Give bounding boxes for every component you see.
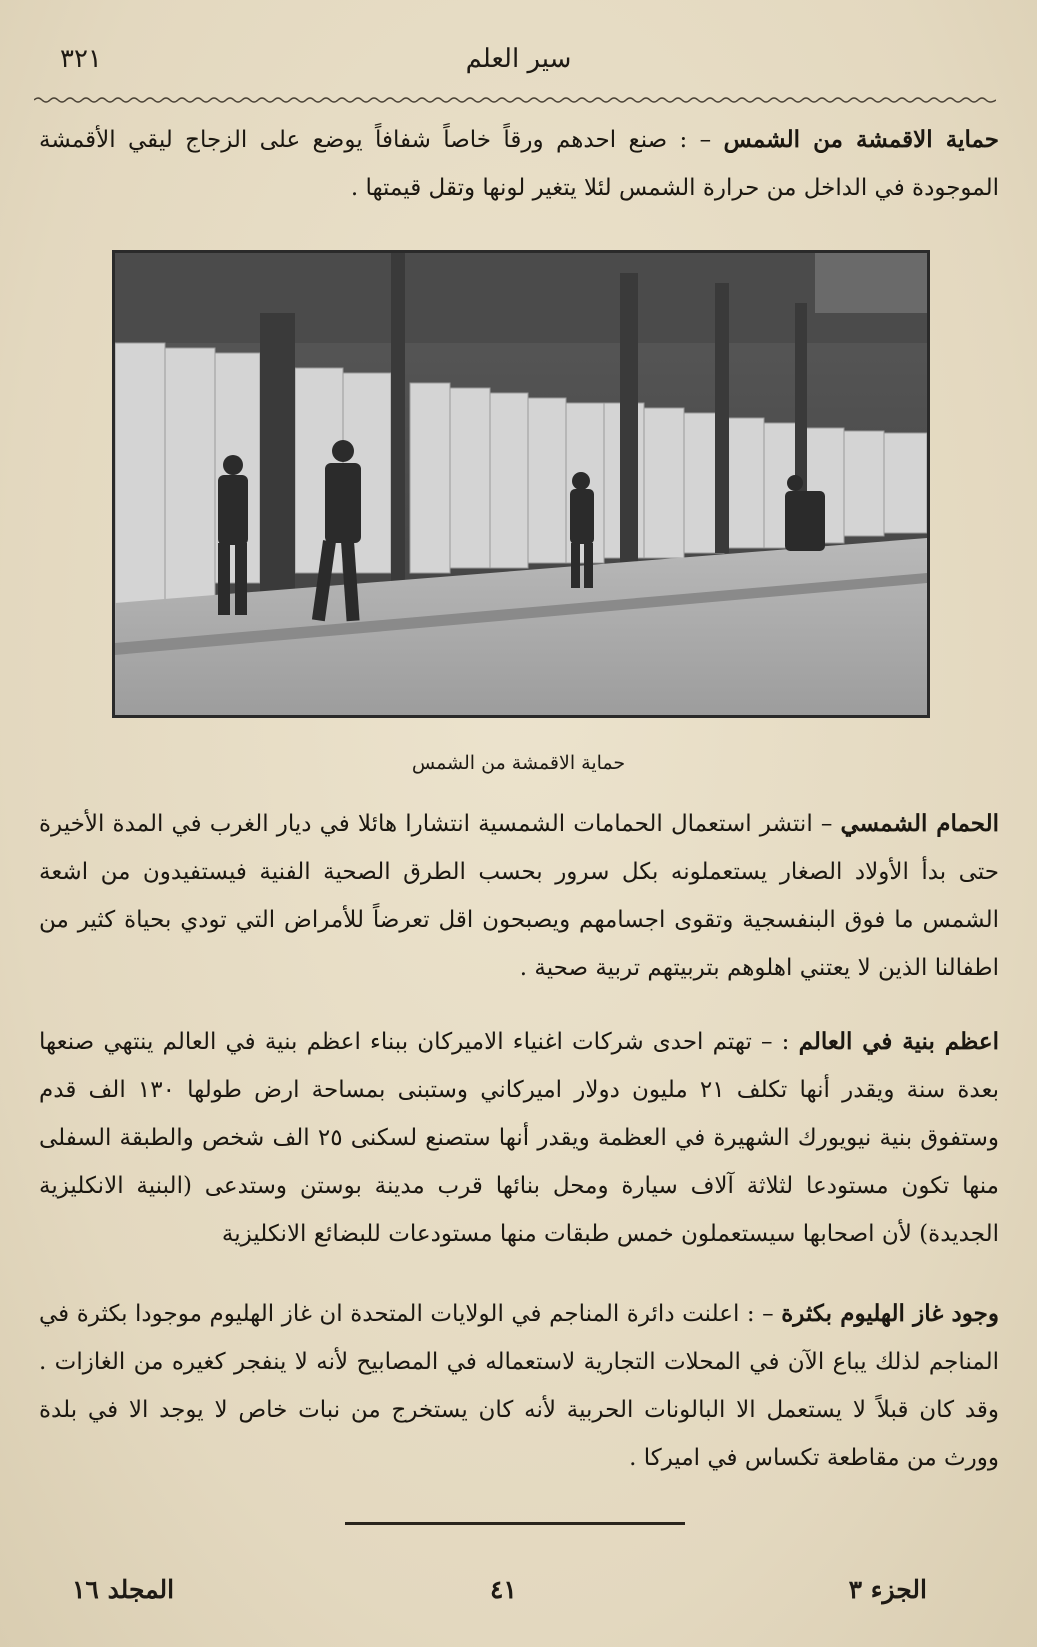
footer-rule — [345, 1522, 685, 1525]
article-body: : – تهتم احدى شركات اغنياء الاميركان ببناء اعظم بنية في العالم ينتهي صنعها بعدة سنة ويقدر أنها تكلف ٢١ مليون دولار اميركاني وستبنى بمساحة ارض طولها ١٣٠ الف قدم وستفوق بنية نيويورك الشهيرة في العظمة ويقدر أنها ستصنع لسكنى ٢٥ الف شخص والطبقة السفلى منها تكون مستودعا لثلاثة آلاف سيارة ومحل بنائها قرب مدينة بوستن وستدعى (البنية الانكليزية الجديدة) لأن اصحابها سيستعملون خمس طبقات منها مستودعات للبضائع الانكليزية — [39, 1029, 999, 1247]
article-fabric-protection — [39, 116, 999, 212]
article-greatest-building — [39, 1018, 999, 1258]
photo-caption: حماية الاقمشة من الشمس — [411, 752, 626, 774]
article-body: – : اعلنت دائرة المناجم في الولايات المتحدة ان غاز الهليوم موجودا بكثرة في المناجم لذلك يباع الآن في المحلات التجارية لاستعماله في المصابيح لأنه لا ينفجر كغيره من الغازات . وقد كان قبلاً لا يستعمل الا البالونات الحربية لأنه كان يستخرج من نبات خاص لا يوجد الا في بلدة وورث من مقاطعة تكساس في اميركا . — [39, 1301, 999, 1471]
article-heading: الحمام الشمسي — [840, 810, 999, 837]
article-body: – : صنع احدهم ورقاً خاصاً شفافاً يوضع على الزجاج ليقي الأقمشة الموجودة في الداخل من حرارة الشمس لئلا يتغير لونها وتقل قيمتها . — [39, 127, 999, 201]
article-heading: وجود غاز الهليوم بكثرة — [781, 1300, 999, 1327]
article-helium — [39, 1290, 999, 1482]
article-heading: حماية الاقمشة من الشمس — [723, 126, 999, 153]
journal-title: سير العلم — [465, 44, 572, 74]
header-rule — [34, 96, 996, 104]
article-heading: اعظم بنية في العالم — [798, 1028, 999, 1055]
article-body: – انتشر استعمال الحمامات الشمسية انتشارا هائلا في ديار الغرب في المدة الأخيرة حتى بدأ الأولاد الصغار يستعملونه بكل سرور بحسب الطرق الصحية الفنية فيستفيدون من اشعة الشمس ما فوق البنفسجية وتقوى اجسامهم ويصبحون اقل تعرضاً للأمراض التي تودي بحياة كثير من اطفالنا الذين لا يعتني اهلوهم بتربيتهم تربية صحية . — [39, 811, 999, 981]
article-sun-bath — [39, 800, 999, 992]
footer-volume: المجلد ١٦ — [72, 1575, 175, 1604]
footer-page: ٤١ — [490, 1575, 517, 1604]
storefront-photo — [112, 250, 930, 718]
page-number: ٣٢١ — [60, 44, 102, 74]
footer-part: الجزء ٣ — [848, 1575, 927, 1604]
